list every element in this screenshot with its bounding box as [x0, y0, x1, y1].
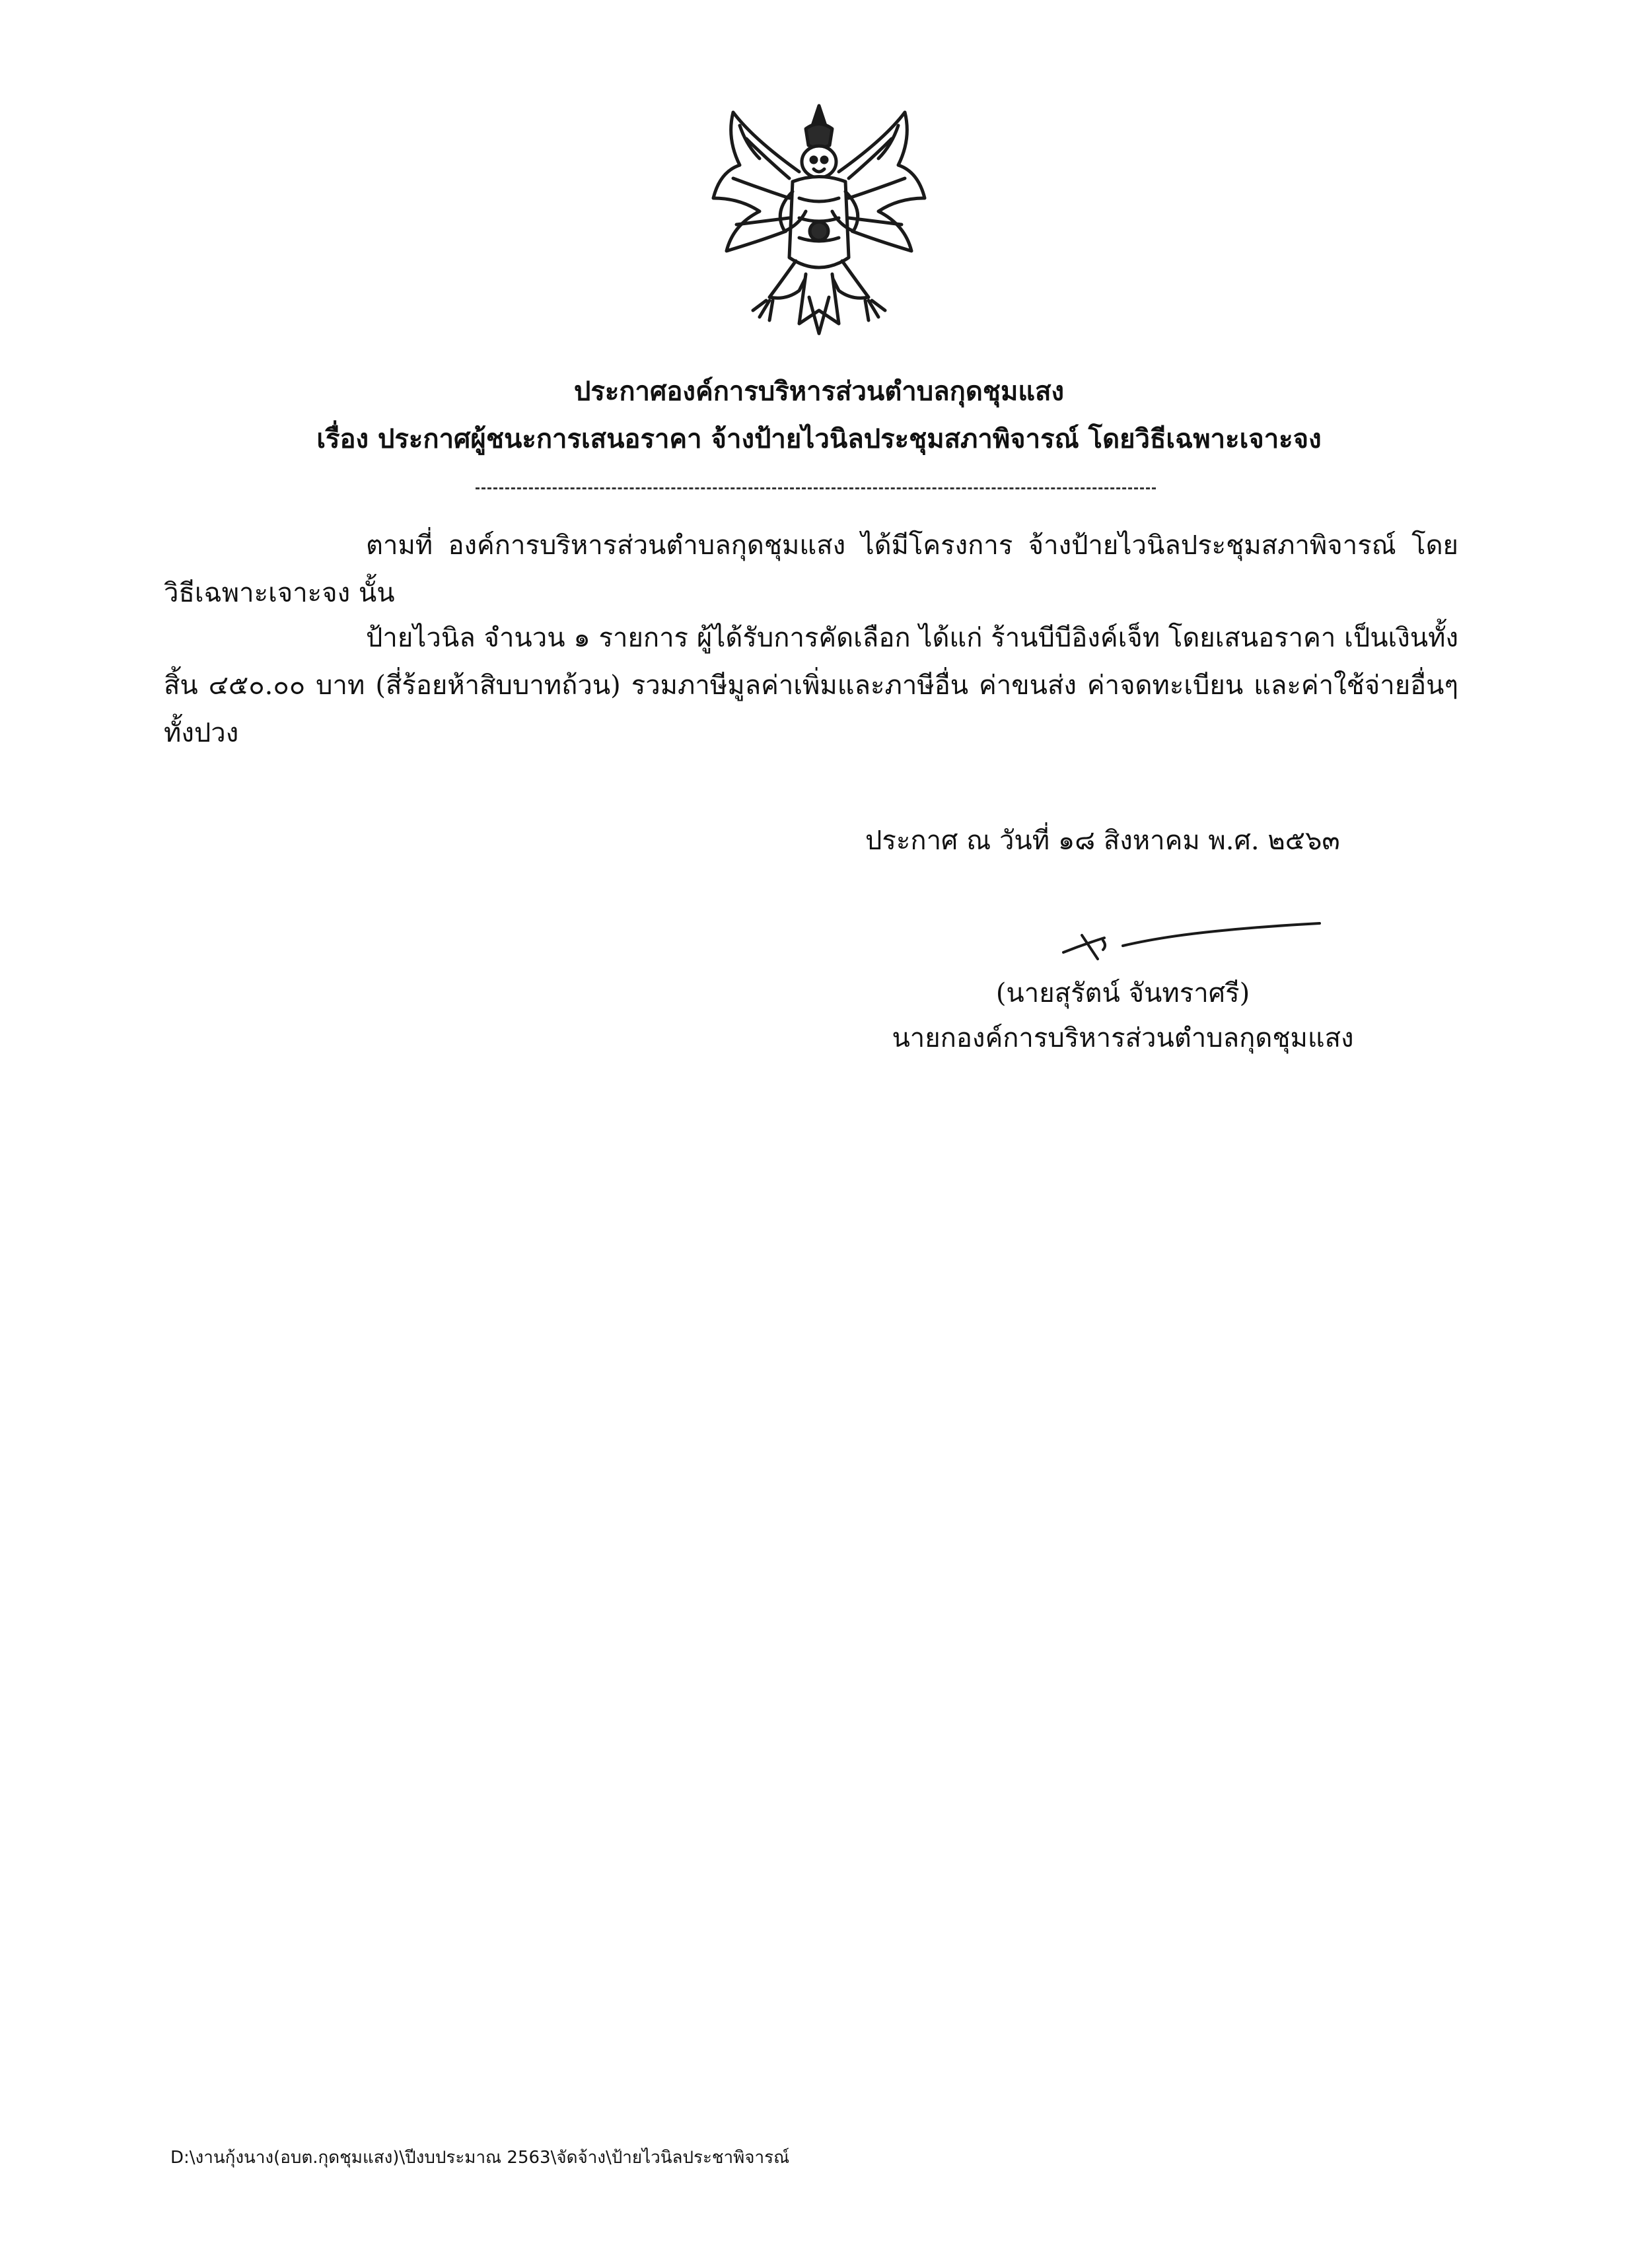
- signatory-name: (นายสุรัตน์ จันทราศรี): [995, 978, 1250, 1009]
- announcement-date: ประกาศ ณ วันที่ ๑๘ สิงหาคม พ.ศ. ๒๕๖๓: [865, 826, 1340, 856]
- footer-file-path: D:\งานกุ้งนาง(อบต.กุดชุมแสง)\ปีงบประมาณ 2563\จัดจ้าง\ป้ายไวนิลประชาพิจารณ์: [170, 2148, 790, 2168]
- dashed-divider: [476, 487, 1156, 489]
- announcement-subject: เรื่อง ประกาศผู้ชนะการเสนอราคา จ้างป้ายไวนิลประชุมสภาพิจารณ์ โดยวิธีเฉพาะเจาะจง: [316, 423, 1322, 454]
- body-paragraph-1: ตามที่ องค์การบริหารส่วนตำบลกุดชุมแสง ได้มีโครงการ จ้างป้ายไวนิลประชุมสภาพิจารณ์ โดยวิธีเฉพาะเจาะจง นั้น: [164, 530, 1458, 608]
- announcement-title: ประกาศองค์การบริหารส่วนตำบลกุดชุมแสง: [573, 376, 1065, 407]
- handwritten-signature-icon: [1057, 911, 1334, 964]
- signatory-position: นายกองค์การบริหารส่วนตำบลกุดชุมแสง: [892, 1023, 1354, 1053]
- garuda-emblem-icon: [707, 99, 931, 343]
- body-paragraph-2: ป้ายไวนิล จำนวน ๑ รายการ ผู้ได้รับการคัดเลือก ได้แก่ ร้านบีบีอิงค์เจ็ท โดยเสนอราคา เป็นเงินทั้งสิ้น ๔๕๐.๐๐ บาท (สี่ร้อยห้าสิบบาทถ้วน) รวมภาษีมูลค่าเพิ่มและภาษีอื่น ค่าขนส่ง ค่าจดทะเบียน และค่าใช้จ่ายอื่นๆ ทั้งปวง: [164, 623, 1458, 748]
- signature-block: [872, 971, 1374, 1061]
